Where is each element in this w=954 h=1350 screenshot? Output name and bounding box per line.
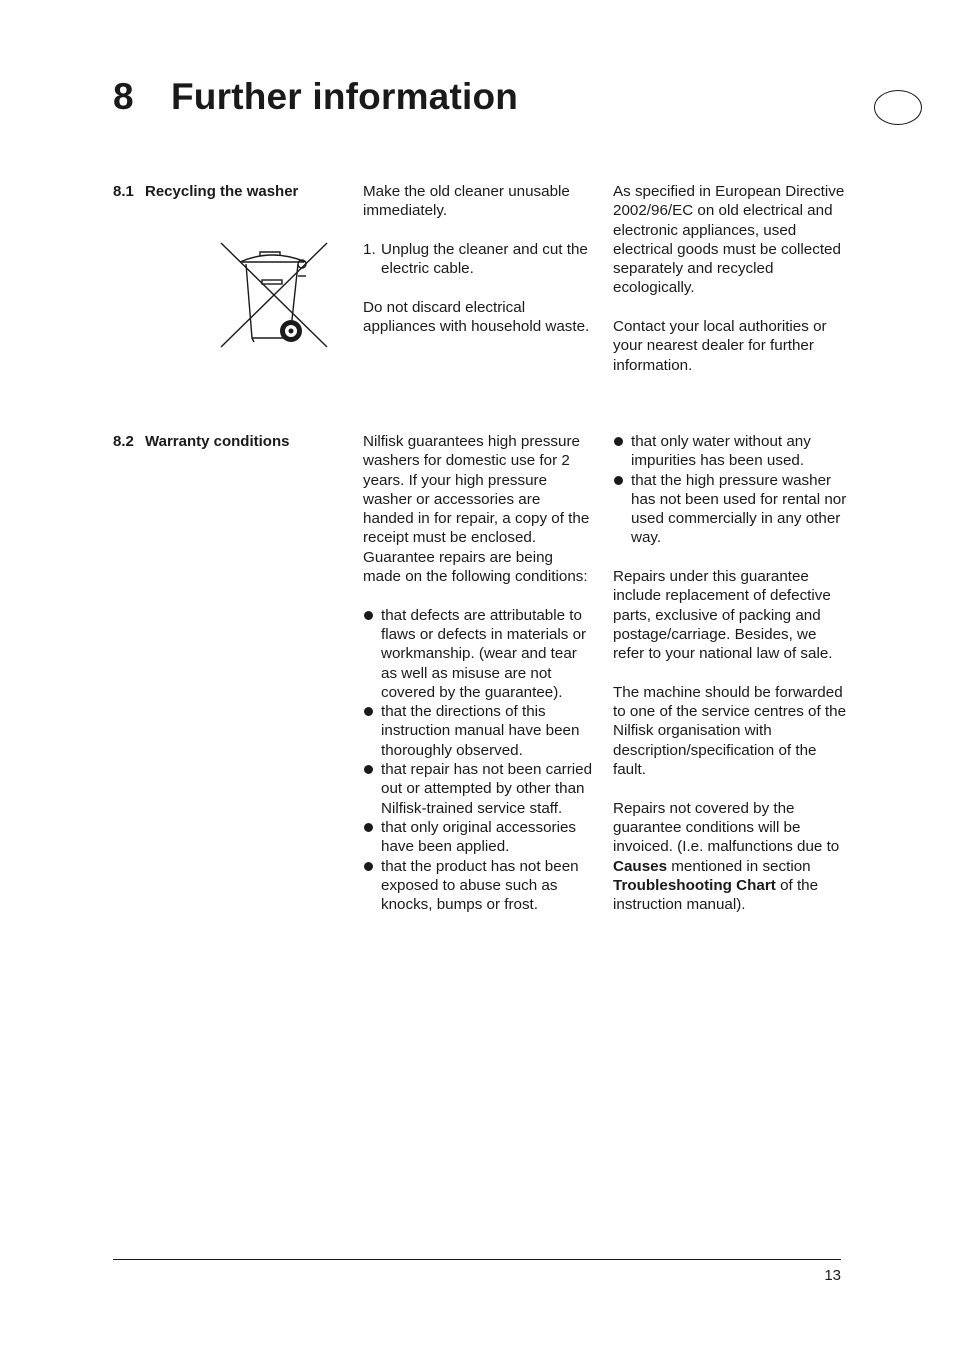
warranty-not-covered [613, 799, 849, 915]
recycling-column-right [613, 182, 849, 375]
recycling-step-1 [363, 240, 595, 279]
list-item: that the product has not been exposed to abuse such as knocks, bumps or frost. [363, 857, 595, 915]
text-run: of the instruction manual). [613, 876, 819, 914]
text-run: Repairs not covered by the guarantee conditions will be invoiced. (I.e. malfunctions due to [613, 799, 840, 856]
section-number: 8.1 [113, 183, 134, 200]
recycling-intro: Make the old cleaner unusable immediately. [363, 183, 570, 220]
warranty-conditions-list-continued [613, 432, 849, 548]
recycling-directive-text: As specified in European Directive 2002/96/EC on old electrical and electronic appliances, used electrical goods must be collected separately and recycled ecologically. [613, 183, 845, 297]
recycling-column-left [363, 182, 595, 336]
troubleshooting-chart-reference: Troubleshooting Chart [613, 876, 776, 894]
crossed-out-wheelie-bin-icon [220, 242, 328, 348]
list-item: that the high pressure washer has not been used for rental nor used commercially in any other way. [613, 471, 849, 548]
chapter-title-text: Further information [171, 76, 519, 117]
chapter-title [113, 76, 518, 118]
page-number: 13 [824, 1267, 841, 1284]
warranty-column-left [363, 432, 595, 914]
list-item: that only water without any impurities has been used. [613, 432, 849, 471]
list-item: that repair has not been carried out or attempted by other than Nilfisk-trained service staff. [363, 760, 595, 818]
warranty-repairs-scope: Repairs under this guarantee include replacement of defective parts, exclusive of packing and postage/carriage. Besides, we refer to your national law of sale. [613, 568, 833, 663]
list-item: that only original accessories have been applied. [363, 818, 595, 857]
warranty-forwarding: The machine should be forwarded to one of the service centres of the Nilfisk organisation with description/specification of the fault. [613, 683, 847, 779]
text-run: mentioned in section [671, 857, 811, 875]
section-title: Warranty conditions [145, 433, 290, 450]
section-number: 8.2 [113, 433, 134, 450]
list-item: that defects are attributable to flaws or defects in materials or workmanship. (wear and tear as well as misuse are not covered by the guarantee). [363, 606, 595, 702]
warranty-intro: Nilfisk guarantees high pressure washers for domestic use for 2 years. If your high pressure washer or accessories are handed in for repair, a copy of the receipt must be enclosed. Guarantee repairs are being made on the following conditions: [363, 433, 590, 586]
recycling-household-warning: Do not discard electrical appliances with household waste. [363, 298, 590, 336]
step-text: Unplug the cleaner and cut the electric cable. [381, 240, 588, 278]
warranty-conditions-list [363, 606, 595, 915]
chapter-number: 8 [113, 76, 134, 117]
footer-divider [113, 1259, 841, 1260]
causes-reference: Causes [613, 857, 668, 875]
recycling-contact-text: Contact your local authorities or your nearest dealer for further information. [613, 318, 827, 374]
section-heading-recycling [113, 183, 298, 200]
section-heading-warranty [113, 433, 289, 450]
section-title: Recycling the washer [145, 183, 299, 200]
language-badge [874, 90, 922, 125]
list-item: that the directions of this instruction manual have been thoroughly observed. [363, 702, 595, 760]
warranty-column-right [613, 432, 849, 914]
step-number: 1. [363, 240, 376, 258]
